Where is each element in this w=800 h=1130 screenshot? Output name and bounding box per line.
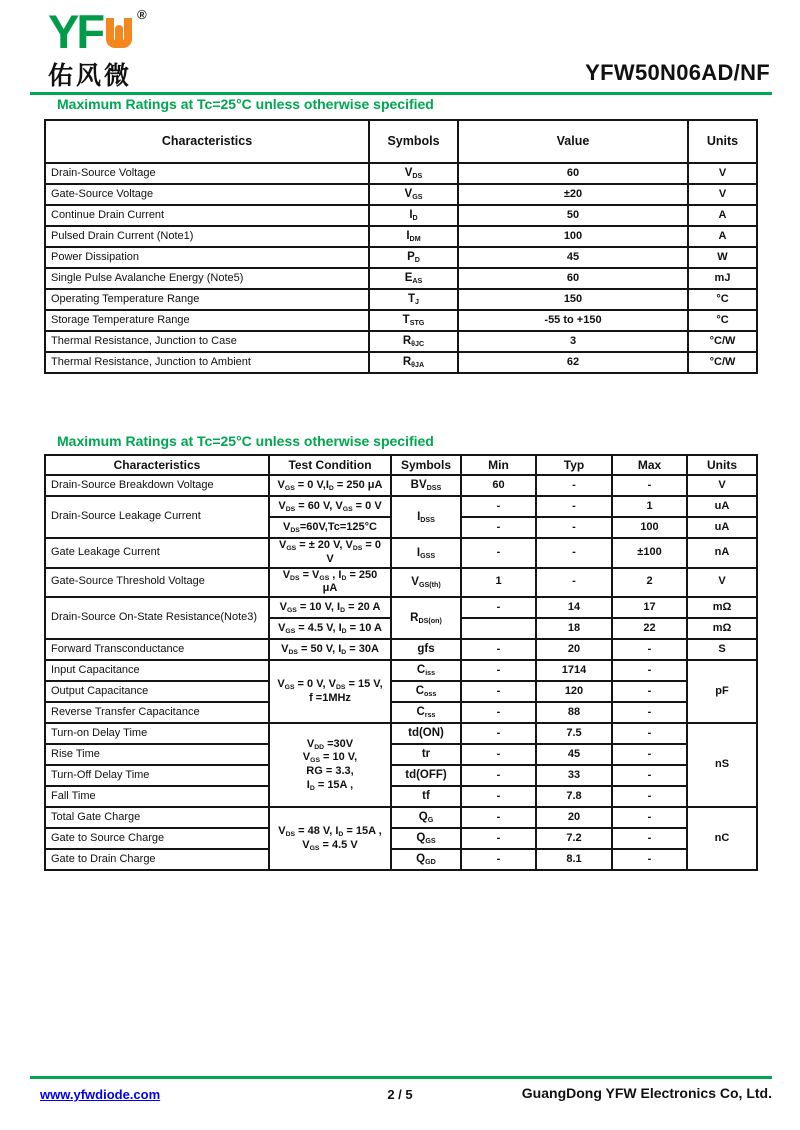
table-cell: td(OFF) [391,765,461,786]
table-cell: - [536,538,612,568]
table-cell: $C_{rss}$ [391,702,461,723]
table-cell: V [687,475,757,496]
table-row [45,331,757,352]
table-cell: - [612,639,687,660]
table-cell: $I_{DSS}$ [391,496,461,538]
column-header: Symbols [369,120,458,163]
table-cell: Continue Drain Current [45,205,369,226]
table-cell: - [612,702,687,723]
table-row [45,568,757,598]
table-cell: $R_{\theta JA}$ [369,352,458,373]
table-cell: - [461,538,536,568]
table-row [45,828,757,849]
table-cell: -55 to +150 [458,310,688,331]
table-row [45,639,757,660]
table-cell: 7.8 [536,786,612,807]
table-row [45,786,757,807]
table-cell: V [688,184,757,205]
table-cell: $V_{DS} = 60$ V, $V_{GS} = 0$ V [269,496,391,517]
table-cell: 3 [458,331,688,352]
section-heading: Maximum Ratings at Tc=25°C unless otherwise specified [57,433,434,449]
header-divider [30,92,772,95]
table-cell: td(ON) [391,723,461,744]
table-cell: $V_{DS}$ [369,163,458,184]
table-cell: - [536,496,612,517]
table-cell: Drain-Source Leakage Current [45,496,269,538]
table-cell: 1714 [536,660,612,681]
section-heading: Maximum Ratings at Tc=25°C unless otherwise specified [57,96,434,112]
table-cell: 120 [536,681,612,702]
column-header: Characteristics [45,455,269,475]
table-cell: Single Pulse Avalanche Energy (Note5) [45,268,369,289]
table-cell: - [461,517,536,538]
table-cell: - [461,496,536,517]
column-header: Test Condition [269,455,391,475]
table-cell: gfs [391,639,461,660]
logo-row [48,5,147,58]
table-cell: nA [687,538,757,568]
column-header: Value [458,120,688,163]
table-cell: Power Dissipation [45,247,369,268]
table-cell: 100 [612,517,687,538]
table-cell: Rise Time [45,744,269,765]
table-cell: 17 [612,597,687,618]
table-cell: - [461,786,536,807]
table-cell: uA [687,496,757,517]
table-cell: Storage Temperature Range [45,310,369,331]
footer-page-number: 2 / 5 [387,1087,413,1102]
table-cell: Turn-Off Delay Time [45,765,269,786]
logo-chinese-text: 佑风微 [48,61,133,90]
table-cell: tr [391,744,461,765]
table-cell: Input Capacitance [45,660,269,681]
table-cell: 150 [458,289,688,310]
table-cell: Gate to Drain Charge [45,849,269,870]
table-row [45,765,757,786]
table-cell: - [461,807,536,828]
table-cell: 7.5 [536,723,612,744]
table-cell: $C_{iss}$ [391,660,461,681]
table-row [45,702,757,723]
table-cell: 60 [461,475,536,496]
table-cell: 60 [458,163,688,184]
table-cell: $I_{GSS}$ [391,538,461,568]
table-cell: - [612,807,687,828]
table-cell: - [461,765,536,786]
table-cell: $V_{GS} = 0$ $V,I_D = 250$ μA [269,475,391,496]
table-cell: - [461,849,536,870]
footer-company-name: GuangDong YFW Electronics Co, Ltd. [521,1085,772,1101]
table-cell: $V_{GS}$ = ± 20 V, $V_{DS} = 0$ V [269,538,391,568]
table-cell: A [688,226,757,247]
table-row [45,496,757,517]
table-cell: °C [688,289,757,310]
table-cell: - [612,475,687,496]
table-cell: 45 [458,247,688,268]
table-cell: W [688,247,757,268]
table-cell: 18 [536,618,612,639]
table-cell: $R_{DS(on)}$ [391,597,461,639]
table-cell: 60 [458,268,688,289]
table-cell: Drain-Source Breakdown Voltage [45,475,269,496]
table-cell: - [536,475,612,496]
table-cell: uA [687,517,757,538]
column-header: Characteristics [45,120,369,163]
logo-w-icon [106,18,132,48]
table-cell: $T_{STG}$ [369,310,458,331]
table-cell: $T_J$ [369,289,458,310]
table-row [45,744,757,765]
table-cell: Output Capacitance [45,681,269,702]
table-cell: mΩ [687,618,757,639]
table-cell: Gate-Source Threshold Voltage [45,568,269,598]
table-cell: Gate-Source Voltage [45,184,369,205]
table-cell: - [612,849,687,870]
footer-divider [30,1076,772,1079]
table-cell: 1 [612,496,687,517]
table-cell: $Q_{GD}$ [391,849,461,870]
table-cell: - [461,660,536,681]
registered-trademark-icon: ® [137,7,147,22]
table-row [45,538,757,568]
table-row [45,475,757,496]
table-cell: tf [391,786,461,807]
table-cell: $P_D$ [369,247,458,268]
table-row [45,597,757,618]
table-cell: $C_{oss}$ [391,681,461,702]
table-cell: $V_{GS(th)}$ [391,568,461,598]
table-cell: - [461,639,536,660]
table-cell: Thermal Resistance, Junction to Case [45,331,369,352]
column-header: Min [461,455,536,475]
table-cell: - [612,744,687,765]
table-row [45,268,757,289]
table-cell: - [536,568,612,598]
table-cell: V [688,163,757,184]
table-cell: $Q_{GS}$ [391,828,461,849]
table-cell: Pulsed Drain Current (Note1) [45,226,369,247]
table-cell: $R_{\theta JC}$ [369,331,458,352]
table-cell: - [612,765,687,786]
table-cell: $I_D$ [369,205,458,226]
table-cell: 88 [536,702,612,723]
table-cell: - [612,828,687,849]
table-row [45,660,757,681]
table-cell: 20 [536,639,612,660]
table-cell: Operating Temperature Range [45,289,369,310]
table-cell: Fall Time [45,786,269,807]
table-cell: mΩ [687,597,757,618]
table-row [45,723,757,744]
table-cell: 62 [458,352,688,373]
table-cell: S [687,639,757,660]
table-cell: $V_{DS} = 48$ V, $I_D = 15A$ , $V_{GS} = 4.5$ V [269,807,391,870]
table-cell: $V_{GS}$ [369,184,458,205]
table-cell: °C/W [688,331,757,352]
header-row [45,120,757,163]
table-cell: - [612,660,687,681]
table-cell: ±100 [612,538,687,568]
table-cell: Reverse Transfer Capacitance [45,702,269,723]
table-cell: mJ [688,268,757,289]
table-cell: 7.2 [536,828,612,849]
table-row [45,807,757,828]
table-row [45,681,757,702]
table-cell: nS [687,723,757,807]
table-cell: °C/W [688,352,757,373]
table-cell: $V_{DS} = 50$ V, $I_D = 30A$ [269,639,391,660]
footer-website-link[interactable]: www.yfwdiode.com [40,1087,161,1102]
table-cell: 2 [612,568,687,598]
column-header: Symbols [391,455,461,475]
electrical-characteristics-table [44,454,758,871]
table-cell: 14 [536,597,612,618]
table-row [45,849,757,870]
table-cell: Turn-on Delay Time [45,723,269,744]
table-cell: 100 [458,226,688,247]
table-cell: V [687,568,757,598]
table-cell: 20 [536,807,612,828]
table-cell: - [461,597,536,618]
table-cell: - [612,786,687,807]
page-title: YFW50N06AD/NF [585,60,770,85]
table-cell: nC [687,807,757,870]
table-cell: $V_{DD} =30V$ $V_{GS} = 10$ V, RG = 3.3, $I_D = 15A$ , [269,723,391,807]
table-cell: Drain-Source On-State Resistance(Note3) [45,597,269,639]
table-cell: Gate Leakage Current [45,538,269,568]
table-cell: Forward Transconductance [45,639,269,660]
header-row [45,455,757,475]
table-cell: $V_{DS} = V_{GS}$ , $I_D = 250$ μA [269,568,391,598]
table-cell: - [461,723,536,744]
table-cell: - [612,723,687,744]
table-cell: $V_{DS}=60V,Tc=125^\circ C$ [269,517,391,538]
table-cell: - [461,681,536,702]
table-cell: - [461,744,536,765]
table-row [45,184,757,205]
table-cell: - [461,702,536,723]
column-header: Units [688,120,757,163]
column-header: Units [687,455,757,475]
table-cell: A [688,205,757,226]
table-row [45,310,757,331]
table-row [45,163,757,184]
table-cell: Gate to Source Charge [45,828,269,849]
table-cell: Drain-Source Voltage [45,163,369,184]
column-header: Typ [536,455,612,475]
table-row [45,289,757,310]
table-cell: $BV_{DSS}$ [391,475,461,496]
table-cell: $V_{GS} = 4.5$ V, $I_D = 10$ A [269,618,391,639]
table-cell: $E_{AS}$ [369,268,458,289]
table-cell: 1 [461,568,536,598]
table-cell: $V_{GS} = 0$ V, $V_{DS} = 15$ V, f =1MHz [269,660,391,723]
table-cell: ±20 [458,184,688,205]
table-cell: Total Gate Charge [45,807,269,828]
table-cell: 45 [536,744,612,765]
brand-logo [48,5,147,92]
table-row [45,226,757,247]
table-cell [461,618,536,639]
table-cell: 8.1 [536,849,612,870]
max-ratings-table [44,119,758,374]
table-row [45,247,757,268]
table-cell: $V_{GS} = 10$ V, $I_D = 20$ A [269,597,391,618]
column-header: Max [612,455,687,475]
table-cell: - [612,681,687,702]
table-row [45,352,757,373]
table-cell: pF [687,660,757,723]
table-cell: 50 [458,205,688,226]
table-cell: 22 [612,618,687,639]
table-cell: °C [688,310,757,331]
table-cell: Thermal Resistance, Junction to Ambient [45,352,369,373]
table-cell: $I_{DM}$ [369,226,458,247]
logo-yf-text: YF [48,5,103,58]
table-cell: 33 [536,765,612,786]
table-cell: - [536,517,612,538]
table-cell: - [461,828,536,849]
table-cell: $Q_G$ [391,807,461,828]
table-row [45,205,757,226]
